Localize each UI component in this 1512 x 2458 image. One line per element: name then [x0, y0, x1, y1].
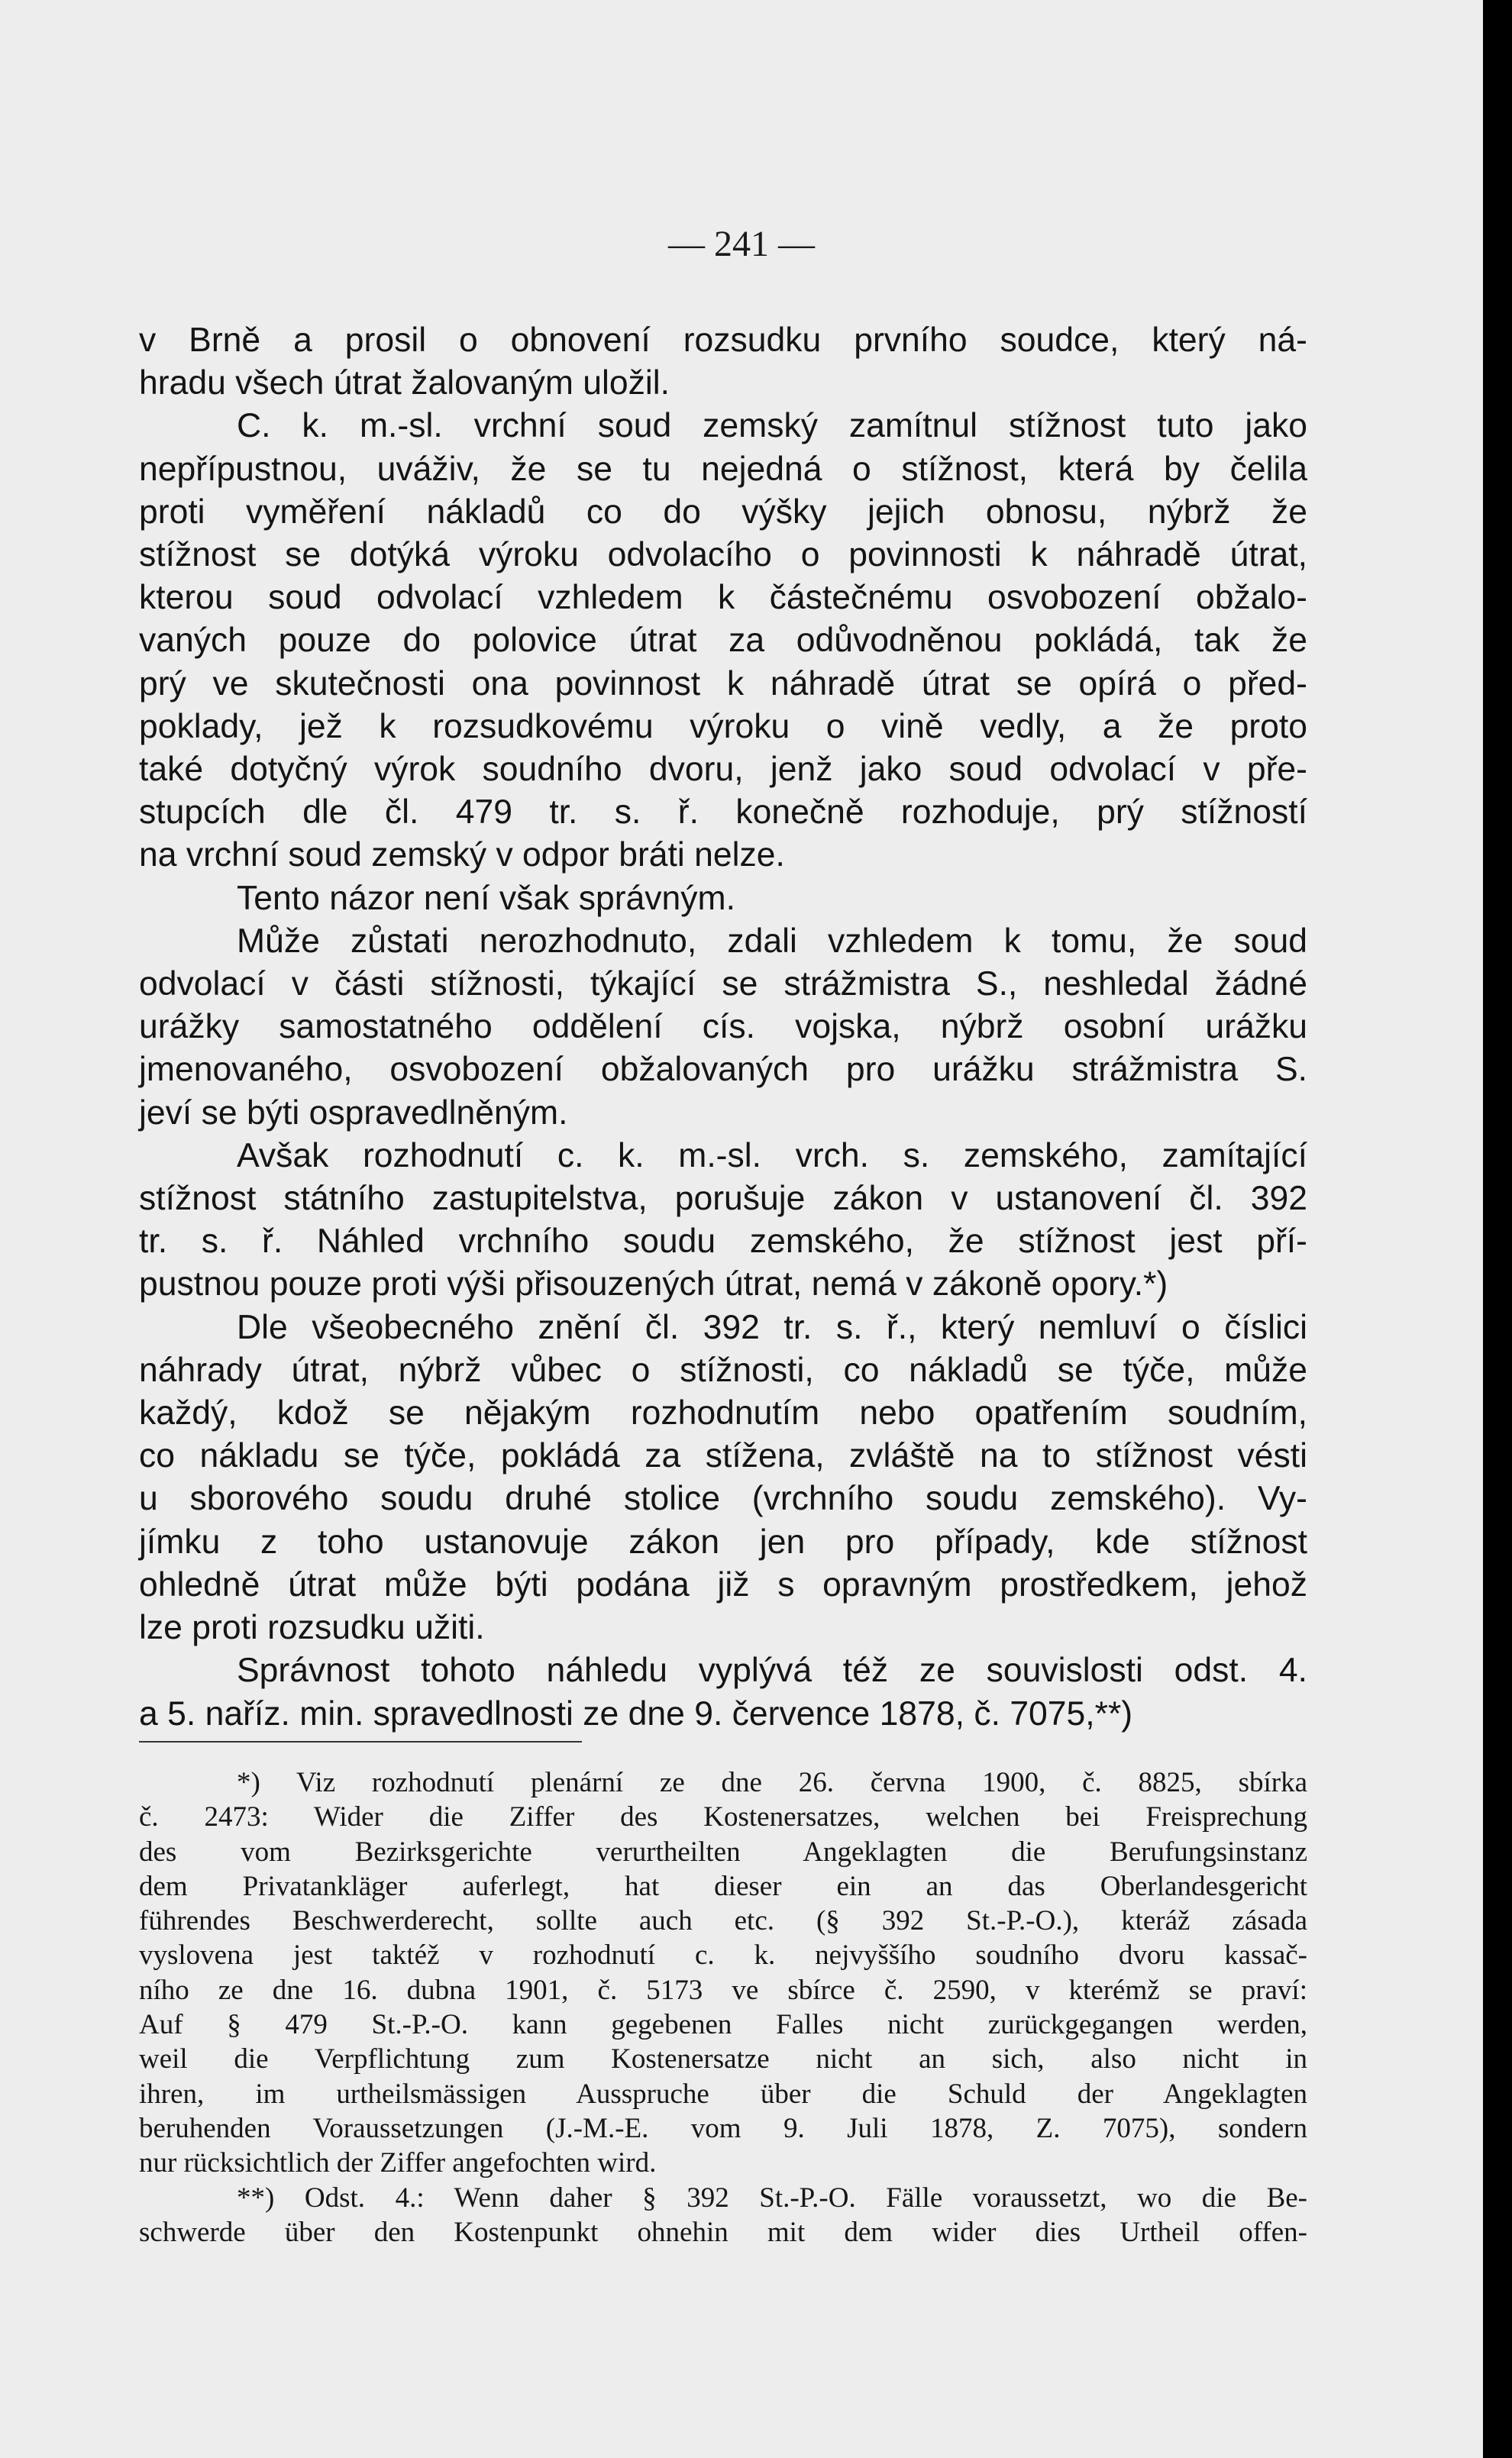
footnote-line: dem Privatankläger auferlegt, hat dieser ein an das Oberlandesgericht	[139, 1870, 1307, 1902]
body-line: Správnost tohoto náhledu vyplývá též ze souvislosti odst. 4.	[237, 1652, 1307, 1690]
body-line: co nákladu se týče, pokládá za stížena, zvláště na to stížnost vésti	[139, 1437, 1307, 1475]
body-line: Dle všeobecného znění čl. 392 tr. s. ř., který nemluví o číslici	[237, 1308, 1307, 1346]
body-line: u sborového soudu druhé stolice (vrchního soudu zemského). Vy-	[139, 1480, 1307, 1518]
body-line: stupcích dle čl. 479 tr. s. ř. konečně rozhoduje, prý stížností	[139, 793, 1307, 832]
body-line: stížnost státního zastupitelstva, porušuje zákon v ustanovení čl. 392	[139, 1180, 1307, 1218]
body-line: jeví se býti ospravedlněným.	[139, 1093, 568, 1132]
footnote-line: **) Odst. 4.: Wenn daher § 392 St.-P.-O. Fälle voraussetzt, wo die Be-	[237, 2182, 1307, 2214]
body-line: proti vyměření nákladů co do výšky jejich obnosu, nýbrž že	[139, 493, 1307, 531]
body-line: jmenovaného, osvobození obžalovaných pro urážku strážmistra S.	[139, 1051, 1307, 1089]
scan-edge	[1483, 0, 1512, 2458]
body-line: nepřípustnou, uváživ, že se tu nejedná o stížnost, která by čelila	[139, 450, 1307, 488]
footnote-separator	[139, 1741, 582, 1743]
footnote-line: ihren, im urtheilsmässigen Ausspruche über die Schuld der Angeklagten	[139, 2078, 1307, 2110]
body-line: vaných pouze do polovice útrat za odůvodněnou pokládá, tak že	[139, 622, 1307, 660]
footnote-line: führendes Beschwerderecht, sollte auch etc. (§ 392 St.-P.-O.), kteráž zásada	[139, 1905, 1307, 1937]
body-line: kterou soud odvolací vzhledem k částečnému osvobození obžalo-	[139, 579, 1307, 617]
body-line: také dotyčný výrok soudního dvoru, jenž jako soud odvolací v pře-	[139, 751, 1307, 789]
body-line: hradu všech útrat žalovaným uložil.	[139, 364, 670, 402]
body-line: Tento názor není však správným.	[237, 879, 735, 917]
body-line: každý, kdož se nějakým rozhodnutím nebo opatřením soudním,	[139, 1394, 1307, 1432]
body-line: urážky samostatného oddělení cís. vojska, nýbrž osobní urážku	[139, 1008, 1307, 1046]
footnote-line: beruhenden Voraussetzungen (J.-M.-E. vom 9. Juli 1878, Z. 7075), sondern	[139, 2112, 1307, 2144]
footnote-line: nur rücksichtlich der Ziffer angefochten wird.	[139, 2147, 657, 2179]
body-line: odvolací v části stížnosti, týkající se strážmistra S., neshledal žádné	[139, 965, 1307, 1003]
main-text	[139, 319, 1307, 1736]
body-line: stížnost se dotýká výroku odvolacího o povinnosti k náhradě útrat,	[139, 536, 1307, 574]
body-line: C. k. m.-sl. vrchní soud zemský zamítnul stížnost tuto jako	[237, 407, 1307, 445]
footnotes	[139, 1765, 1307, 2250]
footnote-line: *) Viz rozhodnutí plenární ze dne 26. června 1900, č. 8825, sbírka	[237, 1767, 1307, 1798]
body-line: na vrchní soud zemský v odpor bráti nelze.	[139, 836, 785, 874]
footnote-line: č. 2473: Wider die Ziffer des Kostenersatzes, welchen bei Freisprechung	[139, 1801, 1307, 1833]
page-number: — 241 —	[668, 224, 815, 264]
footnote-line: ního ze dne 16. dubna 1901, č. 5173 ve sbírce č. 2590, v kterémž se praví:	[139, 1974, 1307, 2006]
body-line: a 5. naříz. min. spravedlnosti ze dne 9. července 1878, č. 7075,**)	[139, 1694, 1133, 1733]
footnote-line: schwerde über den Kostenpunkt ohnehin mit dem wider dies Urtheil offen-	[139, 2216, 1307, 2248]
body-line: Může zůstati nerozhodnuto, zdali vzhledem k tomu, že soud	[237, 922, 1307, 960]
body-line: Avšak rozhodnutí c. k. m.-sl. vrch. s. zemského, zamítající	[237, 1136, 1307, 1174]
body-line: prý ve skutečnosti ona povinnost k náhradě útrat se opírá o před-	[139, 664, 1307, 703]
footnote-line: Auf § 479 St.-P.-O. kann gegebenen Falles nicht zurückgegangen werden,	[139, 2009, 1307, 2041]
body-line: pustnou pouze proti výši přisouzených útrat, nemá v zákoně opory.*)	[139, 1265, 1168, 1303]
body-line: v Brně a prosil o obnovení rozsudku prvního soudce, který ná-	[139, 321, 1307, 359]
footnote-line: vyslovena jest taktéž v rozhodnutí c. k. nejvyššího soudního dvoru kassač-	[139, 1940, 1307, 1972]
body-line: náhrady útrat, nýbrž vůbec o stížnosti, co nákladů se týče, může	[139, 1351, 1307, 1389]
body-line: lze proti rozsudku užiti.	[139, 1609, 485, 1647]
footnote-line: des vom Bezirksgerichte verurtheilten Angeklagten die Berufungsinstanz	[139, 1836, 1307, 1868]
body-line: tr. s. ř. Náhled vrchního soudu zemského, že stížnost jest pří-	[139, 1223, 1307, 1261]
body-line: jímku z toho ustanovuje zákon jen pro případy, kde stížnost	[139, 1523, 1307, 1561]
footnote-line: weil die Verpflichtung zum Kostenersatze nicht an sich, also nicht in	[139, 2043, 1307, 2075]
body-line: ohledně útrat může býti podána již s opravným prostředkem, jehož	[139, 1565, 1307, 1604]
body-line: poklady, jež k rozsudkovému výroku o vině vedly, a že proto	[139, 707, 1307, 745]
